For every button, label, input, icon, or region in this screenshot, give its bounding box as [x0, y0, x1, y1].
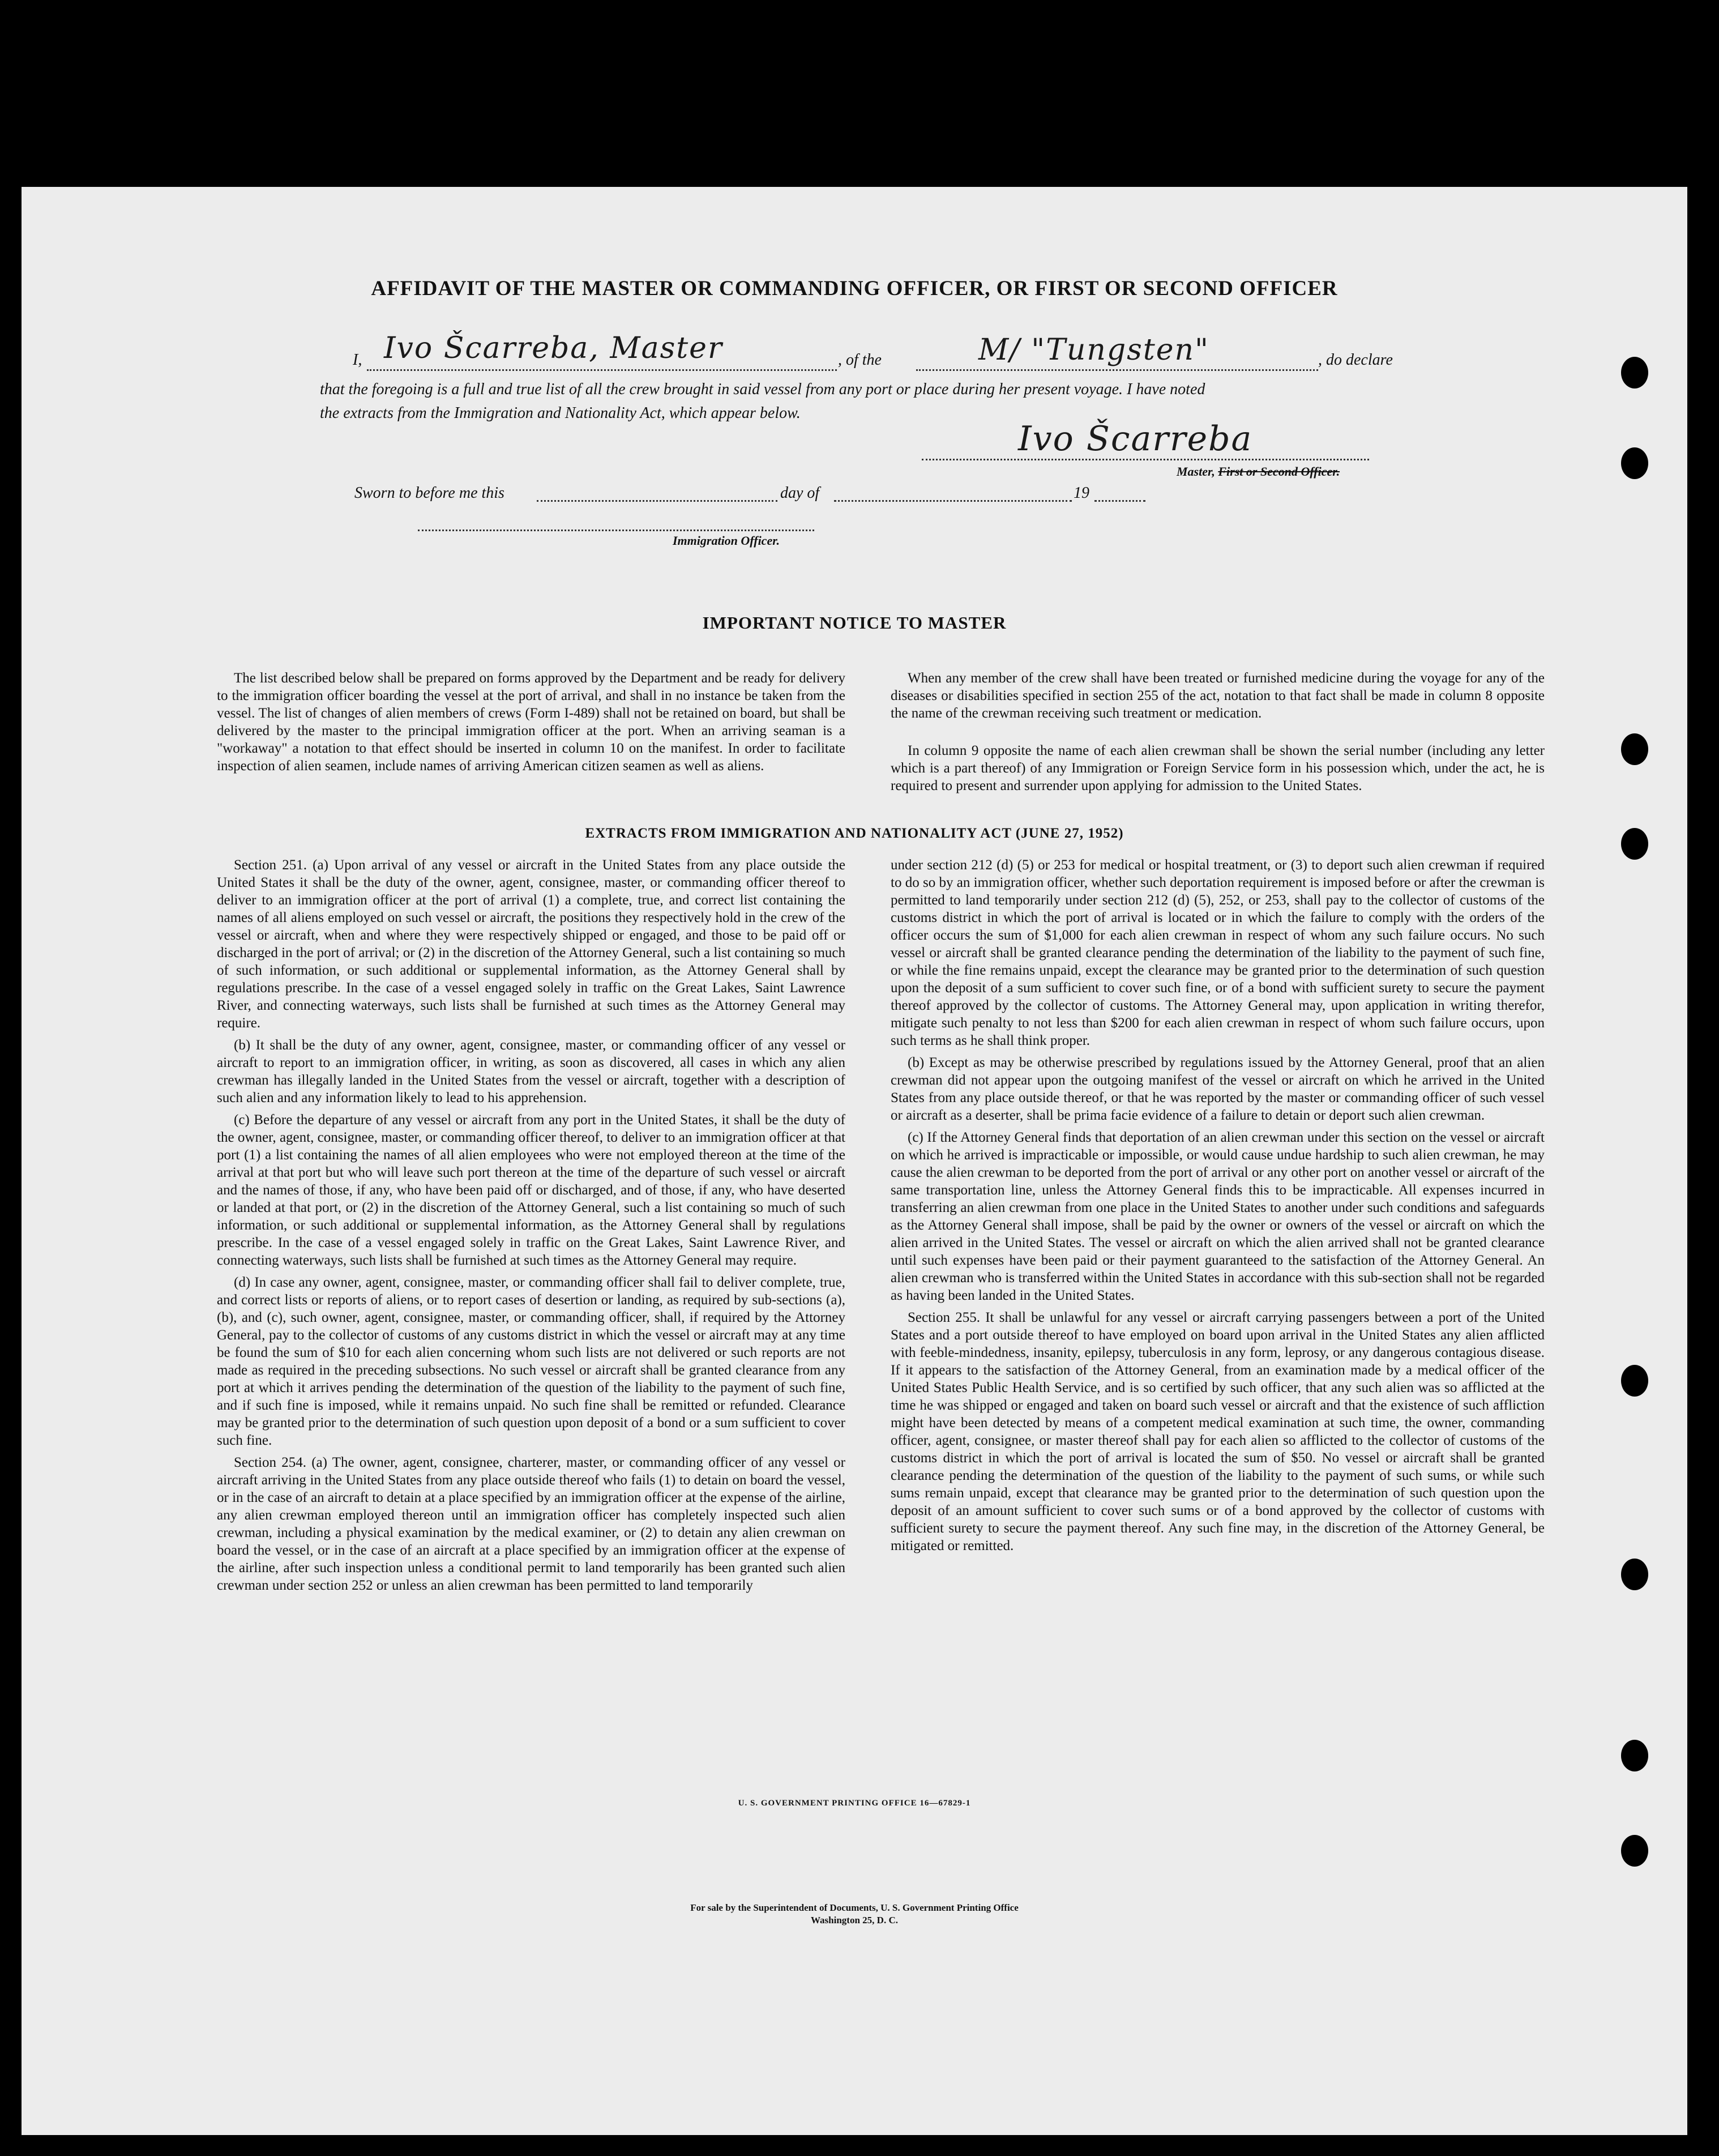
of-the-label: , of the	[838, 351, 882, 369]
sale-line-1: For sale by the Superintendent of Documents, U. S. Government Printing Office	[690, 1902, 1019, 1913]
section-254-a: Section 254. (a) The owner, agent, consignee, charterer, master, or commanding officer of any vessel or aircraft arriving in the United States from any place outside thereof who fails (1) to detain on board the vessel, or in the case of an aircraft to detain at a place specified by an immigration officer at the expense of the airline, any alien crewman employed thereon until an immigration officer has completely inspected such alien crewman, including a physical examination by the medical examiner, or (2) to detain any alien crewman on board the vessel, or in the case of an aircraft at a place specified by an immigration officer at the expense of the airline, after such inspection unless a conditional permit to land temporarily has been granted such alien crewman under section 252 or unless an alien crewman has been permitted to land temporarily	[217, 1455, 845, 1593]
sworn-date-line	[537, 500, 777, 502]
affidavit-page	[22, 187, 1687, 2135]
immigration-officer-label: Immigration Officer.	[673, 533, 780, 548]
section-254-c: (c) If the Attorney General finds that deportation of an alien crewman under this section on the vessel or aircraft on which he arrived is impracticable or impossible, or would cause undue hardship to such alien crewman, he may cause the alien crewman to be deported from the port of arrival or any other port on another vessel or aircraft of the same transportation line, unless the Attorney General finds this to be impracticable. All expenses incurred in transferring an alien crewman from one place in the United States to another under such conditions and safeguards as the Attorney General shall impose, shall be paid by the owner or owners of the vessel or aircraft on which the alien arrived in the United States. The vessel or aircraft on which the alien arrived shall not be granted clearance until such expenses have been paid or their payment guaranteed to the satisfaction of the Attorney General. An alien crewman who is transferred within the United States in accordance with this sub-section shall not be regarded as having been landed in the United States.	[891, 1130, 1545, 1303]
notice-title: IMPORTANT NOTICE TO MASTER	[702, 613, 1007, 633]
name-line	[367, 369, 837, 371]
binder-hole	[1621, 828, 1648, 860]
binder-hole	[1621, 357, 1648, 388]
notice-right-paragraph-2: In column 9 opposite the name of each alien crewman shall be shown the serial number (including any letter which is a part thereof) of any Immigration or Foreign Service form in his possession which, under the act, he is required to present and surrender upon applying for admission to the United States.	[891, 743, 1545, 793]
master-name-handwritten: Ivo Šcarreba, Master	[384, 331, 723, 365]
year-line	[1094, 500, 1145, 502]
section-251-a: Section 251. (a) Upon arrival of any vessel or aircraft in the United States from any place outside the United States it shall be the duty of the owner, agent, consignee, master, or commanding officer thereof to deliver to an immigration officer at the port of arrival (1) a complete, true, and correct list containing the names of all aliens employed on such vessel or aircraft, the positions they respectively hold in the crew of the vessel or aircraft, when and where they were respectively shipped or engaged, and those to be paid off or discharged in the port of arrival; or (2) in the discretion of the Attorney General, such a list containing so much of such information, or such additional or supplemental information, as the Attorney General shall by regulations prescribe. In the case of a vessel engaged solely in traffic on the Great Lakes, Saint Lawrence River, and connecting waterways, such lists shall be furnished at such times as the Attorney General may require.	[217, 857, 845, 1031]
section-254-a-continued: under section 212 (d) (5) or 253 for medical or hospital treatment, or (3) to deport such alien crewman if required to do so by an immigration officer, whether such deportation requirement is imposed before or after the crewman is permitted to land temporarily under section 212 (d) (5), 252, or 253, shall pay to the collector of customs of the customs district in which the port of arrival is located or in which the failure to comply with the orders of the officer occurs the sum of $1,000 for each alien crewman in respect of whom any such failure occurs. No such vessel or aircraft shall be granted clearance pending the determination of the liability to the payment of such fine, or while the fine remains unpaid, except the clearance may be granted prior to the determination of such question upon the deposit of a sum sufficient to cover such fine, or of a bond with sufficient surety to secure the payment thereof approved by the collector of customs. The Attorney General may, upon application in writing therefor, mitigate such penalty to not less than $200 for each alien crewman in respect of whom such failure occurs, upon such terms as he shall think proper.	[891, 857, 1545, 1048]
year-prefix: 19	[1074, 484, 1089, 502]
gpo-imprint: U. S. GOVERNMENT PRINTING OFFICE 16—67829-1	[738, 1799, 971, 1808]
month-line	[834, 500, 1072, 502]
section-251-d: (d) In case any owner, agent, consignee, master, or commanding officer shall fail to deliver complete, true, and correct lists or reports of aliens, or to report cases of desertion or landing, as required by sub-sections (a), (b), and (c), such owner, agent, consignee, master, or commanding officer, shall, if required by the Attorney General, pay to the collector of customs of any customs district in which the vessel or aircraft may at any time be found the sum of $10 for each alien concerning whom such lists are not delivered or such reports are not made as required in the preceding subsections. No such vessel or aircraft shall be granted clearance from any port at which it arrives pending the determination of the question of the liability to the payment of such fine, and if such fine is imposed, while it remains unpaid. No such fine shall be remitted or refunded. Clearance may be granted prior to the determination of such question upon deposit of a bond or a sum sufficient to cover such fine.	[217, 1275, 845, 1448]
do-declare-label: , do declare	[1318, 351, 1393, 369]
binder-hole	[1621, 447, 1648, 479]
signer-role: Master, First or Second Officer.	[1177, 464, 1340, 479]
binder-hole	[1621, 1559, 1648, 1590]
section-251-c: (c) Before the departure of any vessel or aircraft from any port in the United States, it shall be the duty of the owner, agent, consignee, master, or commanding officer thereof, to deliver to an immigration officer at that port (1) a list containing the names of all alien employees who were not employed thereon at the time of the arrival at that port but who will leave such port thereon at the time of the departure of such vessel or aircraft and the names of those, if any, who have been paid off or discharged, and of those, if any, who have deserted or landed at that port, or (2) in the discretion of the Attorney General, such a list containing so much of such information, or such additional or supplemental information, as the Attorney General shall by regulations prescribe. In the case of a vessel engaged solely in traffic on the Great Lakes, Saint Lawrence River, and connecting waterways, such lists shall be furnished at such times as the Attorney General may require.	[217, 1112, 845, 1268]
vessel-name-handwritten: M/ "Tungsten"	[978, 333, 1209, 367]
vessel-line	[916, 369, 1318, 371]
sworn-label: Sworn to before me this	[354, 484, 504, 502]
declaration-line-1: that the foregoing is a full and true list of all the crew brought in said vessel from any port or place during her present voyage. I have noted	[320, 381, 1205, 398]
extracts-title: EXTRACTS FROM IMMIGRATION AND NATIONALITY ACT (JUNE 27, 1952)	[585, 826, 1124, 841]
section-255: Section 255. It shall be unlawful for any vessel or aircraft carrying passengers between a port of the United States and a port outside thereof to have employed on board upon arrival in the United States any alien afflicted with feeble-mindedness, insanity, epilepsy, tuberculosis in any form, leprosy, or any dangerous contagious disease. If it appears to the satisfaction of the Attorney General, from an examination made by a medical officer of the United States Public Health Service, and is so certified by such officer, that any such alien was so afflicted at the time he was shipped or engaged and taken on board such vessel or aircraft and that the existence of such affliction might have been detected by means of a competent medical examination at such time, the owner, commanding officer, agent, consignee, or master thereof shall pay for each alien so afflicted to the collector of customs of the customs district in which the port of arrival is located the sum of $50. No vessel or aircraft shall be granted clearance pending the determination of the question of the liability to the payment of such sums, or while such sums remain unpaid, except that clearance may be granted prior to the determination of such question upon the deposit of an amount sufficient to cover such sums or of a bond approved by the collector of customs with sufficient surety to secure the payment thereof. Any such fine may, in the discretion of the Attorney General, be mitigated or remitted.	[891, 1310, 1545, 1553]
binder-hole	[1621, 1835, 1648, 1867]
extracts-right-column	[891, 856, 1545, 1559]
notice-right-paragraph-1: When any member of the crew shall have been treated or furnished medicine during the voyage for any of the diseases or disabilities specified in section 255 of the act, notation to that fact shall be made in column 8 opposite the name of the crewman receiving such treatment or medication.	[891, 671, 1545, 721]
section-251-b: (b) It shall be the duty of any owner, agent, consignee, master, or commanding officer of any vessel or aircraft to report to an immigration officer, in writing, as soon as discovered, all cases in which any alien crewman has illegally landed in the United States from the vessel or aircraft, together with a description of such alien and any information likely to lead to his apprehension.	[217, 1038, 845, 1105]
master-signature: Ivo Šcarreba	[1018, 419, 1253, 459]
officer-signature-line	[418, 530, 814, 531]
day-of-label: day of	[780, 484, 820, 502]
i-label: I,	[353, 351, 362, 369]
binder-hole	[1621, 1365, 1648, 1397]
affidavit-title: AFFIDAVIT OF THE MASTER OR COMMANDING OFFICER, OR FIRST OR SECOND OFFICER	[371, 277, 1338, 300]
binder-hole	[1621, 1740, 1648, 1771]
notice-left-paragraph: The list described below shall be prepared on forms approved by the Department and be ready for delivery to the immigration officer boarding the vessel at the port of arrival, and shall in no instance be taken from the vessel. The list of changes of alien members of crews (Form I-489) shall not be retained on board, but shall be delivered by the master to the principal immigration officer at the port. When an arriving seaman is a "workaway" a notation to that effect should be inserted in column 10 on the manifest. In order to facilitate inspection of alien seamen, include names of arriving American citizen seamen as well as aliens.	[217, 671, 845, 774]
sale-line-2: Washington 25, D. C.	[811, 1915, 898, 1926]
binder-hole	[1621, 733, 1648, 765]
section-254-b: (b) Except as may be otherwise prescribed by regulations issued by the Attorney General, proof that an alien crewman did not appear upon the outgoing manifest of the vessel or aircraft on which he arrived in the United States from any place outside thereof, or that he was reported by the master or commanding officer of such vessel or aircraft as a deserter, shall be prima facie evidence of a failure to detain or deport such alien crewman.	[891, 1055, 1545, 1123]
declaration-line-2: the extracts from the Immigration and Nationality Act, which appear below.	[320, 404, 801, 422]
sale-notice	[22, 1902, 1687, 1927]
signature-line	[922, 459, 1369, 460]
struck-role: First or Second Officer.	[1218, 464, 1340, 479]
extracts-left-column	[217, 856, 845, 1599]
